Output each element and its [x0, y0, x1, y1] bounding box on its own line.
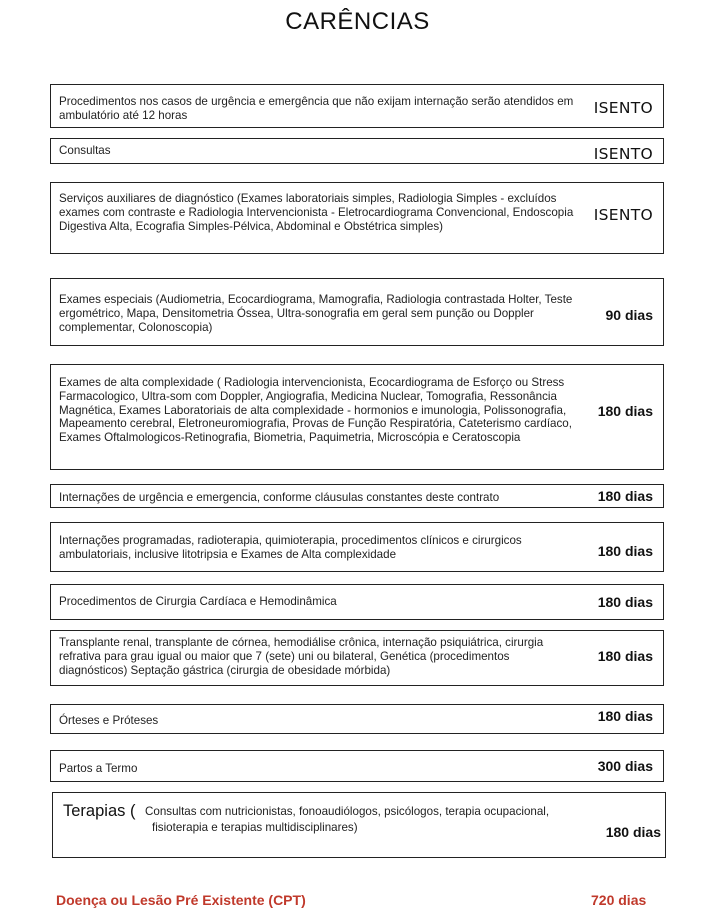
row-value: 300 dias	[597, 758, 653, 774]
terapias-value: 180 dias	[605, 824, 661, 840]
carencia-row	[50, 278, 664, 346]
terapias-description-line2: fisioterapia e terapias multidisciplinares)	[152, 821, 358, 834]
carencia-row	[50, 522, 664, 572]
row-description: Transplante renal, transplante de córnea, hemodiálise crônica, internação psiquiátrica, cirurgia refrativa para grau igual ou maior que 7 (sete) uni ou bilateral, Genética (procedimentos diagnósticos) Septação gástrica (cirurgia de obesidade mórbida)	[59, 636, 544, 677]
carencia-row	[50, 364, 664, 470]
carencia-row	[50, 704, 664, 734]
row-value: ISENTO	[593, 99, 653, 117]
row-description: Partos a Termo	[59, 762, 138, 775]
terapias-description-line1: Consultas com nutricionistas, fonoaudiólogos, psicólogos, terapia ocupacional,	[145, 805, 550, 818]
row-value: 180 dias	[597, 594, 653, 610]
terapias-label: Terapias (	[63, 802, 136, 820]
row-value: 180 dias	[597, 543, 653, 559]
carencia-row	[50, 182, 664, 254]
row-description: Exames especiais (Audiometria, Ecocardiograma, Mamografia, Radiologia contrastada Holter, Teste ergométrico, Mapa, Densitometria Óssea, Ultra-sonografia em geral sem punção ou Doppler complementar, Colonoscopia)	[59, 293, 573, 334]
row-value: ISENTO	[593, 145, 653, 163]
carencia-row	[50, 584, 664, 620]
carencia-row	[50, 138, 664, 164]
page-title: CARÊNCIAS	[285, 8, 430, 35]
row-value: 90 dias	[605, 307, 653, 323]
terapias-row	[52, 792, 666, 858]
row-value: 180 dias	[597, 488, 653, 504]
carencia-row	[50, 630, 664, 686]
cpt-value: 720 dias	[591, 892, 647, 908]
row-value: 180 dias	[597, 708, 653, 724]
cpt-label: Doença ou Lesão Pré Existente (CPT)	[56, 892, 306, 908]
row-description: Internações de urgência e emergencia, conforme cláusulas constantes deste contrato	[59, 491, 500, 504]
carencia-row	[50, 484, 664, 508]
row-description: Internações programadas, radioterapia, quimioterapia, procedimentos clínicos e cirurgicos ambulatoriais, inclusive litotripsia e Exames de Alta complexidade	[59, 534, 522, 561]
row-value: 180 dias	[597, 648, 653, 664]
row-description: Procedimentos de Cirurgia Cardíaca e Hemodinâmica	[59, 595, 337, 608]
row-description: Exames de alta complexidade ( Radiologia intervencionista, Ecocardiograma de Esforço ou Stress Farmacologico, Ultra-som com Doppler, Angiografia, Medicina Nuclear, Tomografia, Ressonância Magnética, Exames Laboratoriais de alta complexidade - hormonios e imunologia, Polissonografia, Mapeamento cerebral, Eletroneuromiografia, Provas de Função Respiratória, Cateterismo cardíaco, Exames Oftalmologicos-Retinografia, Biometria, Paquimetria, Microscópia e Ceratoscopia	[59, 376, 572, 445]
row-description: Consultas	[59, 144, 111, 157]
row-description: Órteses e Próteses	[59, 714, 159, 727]
row-description: Procedimentos nos casos de urgência e emergência que não exijam internação serão atendidos em ambulatório até 12 horas	[59, 95, 574, 122]
carencia-row	[50, 84, 664, 128]
row-value: 180 dias	[597, 403, 653, 419]
carencia-row	[50, 750, 664, 782]
row-description: Serviços auxiliares de diagnóstico (Exames laboratoriais simples, Radiologia Simples - excluídos exames com contraste e Radiologia Intervencionista - Eletrocardiograma Convencional, Endoscopia Digestiva Alta, Ecografia Simples-Pélvica, Abdominal e Obstétrica simples)	[59, 192, 574, 233]
row-value: ISENTO	[593, 206, 653, 224]
